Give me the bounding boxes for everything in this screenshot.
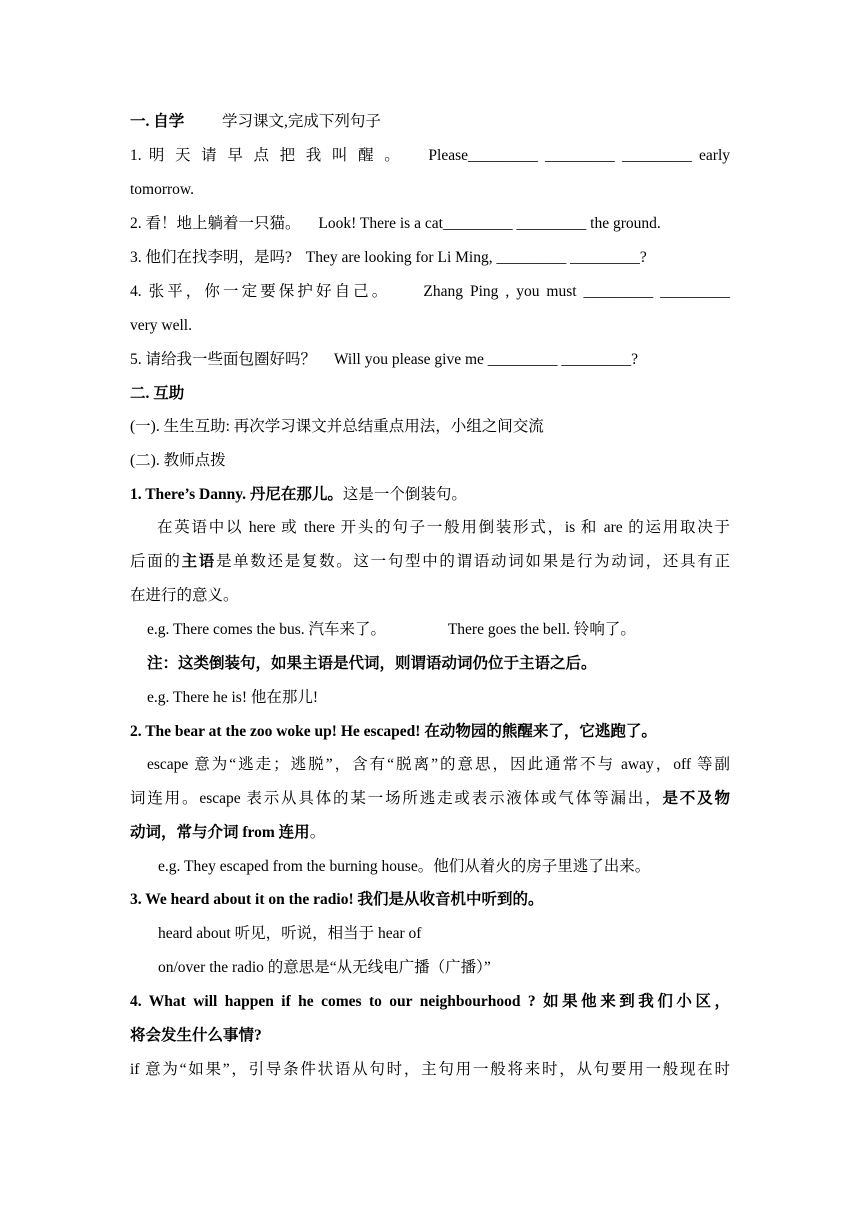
- exercise-2-en: Look! There is a cat_________ _________ the ground.: [318, 215, 661, 232]
- exercise-4: [130, 282, 730, 302]
- exercise-5: [130, 350, 730, 370]
- exercise-3-cn: 3. 他们在找李明，是吗?: [130, 249, 292, 266]
- point1-body-3: 在进行的意义。: [130, 587, 239, 604]
- point1-title-rest: 这是一个倒装句。: [342, 486, 467, 503]
- point1-body-2c: 是单数还是复数。这一句型中的谓语动词如果是行为动词，还具有正: [215, 553, 730, 570]
- section2-sub1: (一). 生生互助: 再次学习课文并总结重点用法，小组之间交流: [130, 418, 544, 435]
- point1-title-bold: 1. There’s Danny. 丹尼在那儿。: [130, 486, 343, 503]
- exercise-4-cn: 4. 张平，你一定要保护好自己。: [130, 283, 391, 300]
- point1-body-2a: 后面的: [130, 553, 182, 570]
- point4-title-1: 4. What will happen if he comes to our neighbourhood ? 如果他来到我们小区，: [130, 993, 730, 1010]
- point1-note: 注：这类倒装句，如果主语是代词，则谓语动词仍位于主语之后。: [147, 655, 597, 672]
- exercise-1-cont: tomorrow.: [130, 181, 194, 198]
- point2-body-2b: 是不及物: [662, 790, 730, 807]
- exercise-5-en: Will you please give me _________ _________?: [333, 351, 639, 368]
- point1-example-2: e.g. There he is! 他在那儿!: [147, 689, 319, 706]
- section2-sub2: (二). 教师点拨: [130, 452, 226, 469]
- point1-title: [130, 485, 730, 505]
- section1-instruction: 学习课文,完成下列句子: [222, 113, 381, 130]
- point2-example: e.g. They escaped from the burning house。他们从着火的房子里逃了出来。: [158, 858, 651, 875]
- exercise-2: [130, 214, 730, 234]
- point1-example-1: [147, 620, 730, 640]
- point1-example-1b: There goes the bell. 铃响了。: [447, 621, 636, 638]
- point3-title: 3. We heard about it on the radio! 我们是从收音机中听到的。: [130, 891, 544, 908]
- exercise-3-en: They are looking for Li Ming, _________ _________?: [305, 249, 647, 266]
- exercise-5-cn: 5. 请给我一些面包圈好吗？: [130, 351, 317, 368]
- point1-body-1: 在英语中以 here 或 there 开头的句子一般用倒装形式，is 和 are 的运用取决于: [157, 519, 730, 536]
- section1-heading: 一. 自学: [130, 113, 185, 130]
- point3-line-1: heard about 听见，听说，相当于 hear of: [158, 925, 422, 942]
- exercise-1-en: Please_________ _________ _________ early: [428, 147, 731, 164]
- point2-body-1: escape 意为“逃走；逃脱”，含有“脱离”的意思，因此通常不与 away，off 等副: [147, 756, 730, 773]
- point1-body-2: [130, 552, 730, 572]
- point2-body-3b: 。: [309, 824, 326, 841]
- exercise-3: [130, 248, 730, 268]
- point2-body-2a: 词连用。escape 表示从具体的某一场所逃走或表示液体或气体等漏出，: [130, 790, 663, 807]
- point1-subject-term: 主语: [181, 553, 216, 570]
- point1-example-1a: e.g. There comes the bus. 汽车来了。: [147, 621, 387, 638]
- exercise-2-cn: 2. 看！地上躺着一只猫。: [130, 215, 301, 232]
- exercise-1-cn: 1. 明 天 请 早 点 把 我 叫 醒 。: [130, 147, 404, 164]
- exercise-1: [130, 146, 730, 166]
- point2-title: 2. The bear at the zoo woke up! He escaped! 在动物园的熊醒来了，它逃跑了。: [130, 723, 657, 740]
- section1-line: [130, 112, 730, 132]
- section2-heading: 二. 互助: [130, 385, 185, 402]
- point2-body-3a: 动词，常与介词 from 连用: [130, 824, 310, 841]
- point4-body-1: if 意为“如果”，引导条件状语从句时，主句用一般将来时，从句要用一般现在时: [130, 1061, 730, 1078]
- exercise-4-cont: very well.: [130, 317, 192, 334]
- exercise-4-en: Zhang Ping , you must _________ _________: [423, 283, 731, 300]
- point2-body-2: [130, 789, 730, 809]
- point4-title-2: 将会发生什么事情?: [130, 1027, 262, 1044]
- point3-line-2: on/over the radio 的意思是“从无线电广播（广播）”: [158, 959, 491, 976]
- point2-body-3: [130, 823, 730, 843]
